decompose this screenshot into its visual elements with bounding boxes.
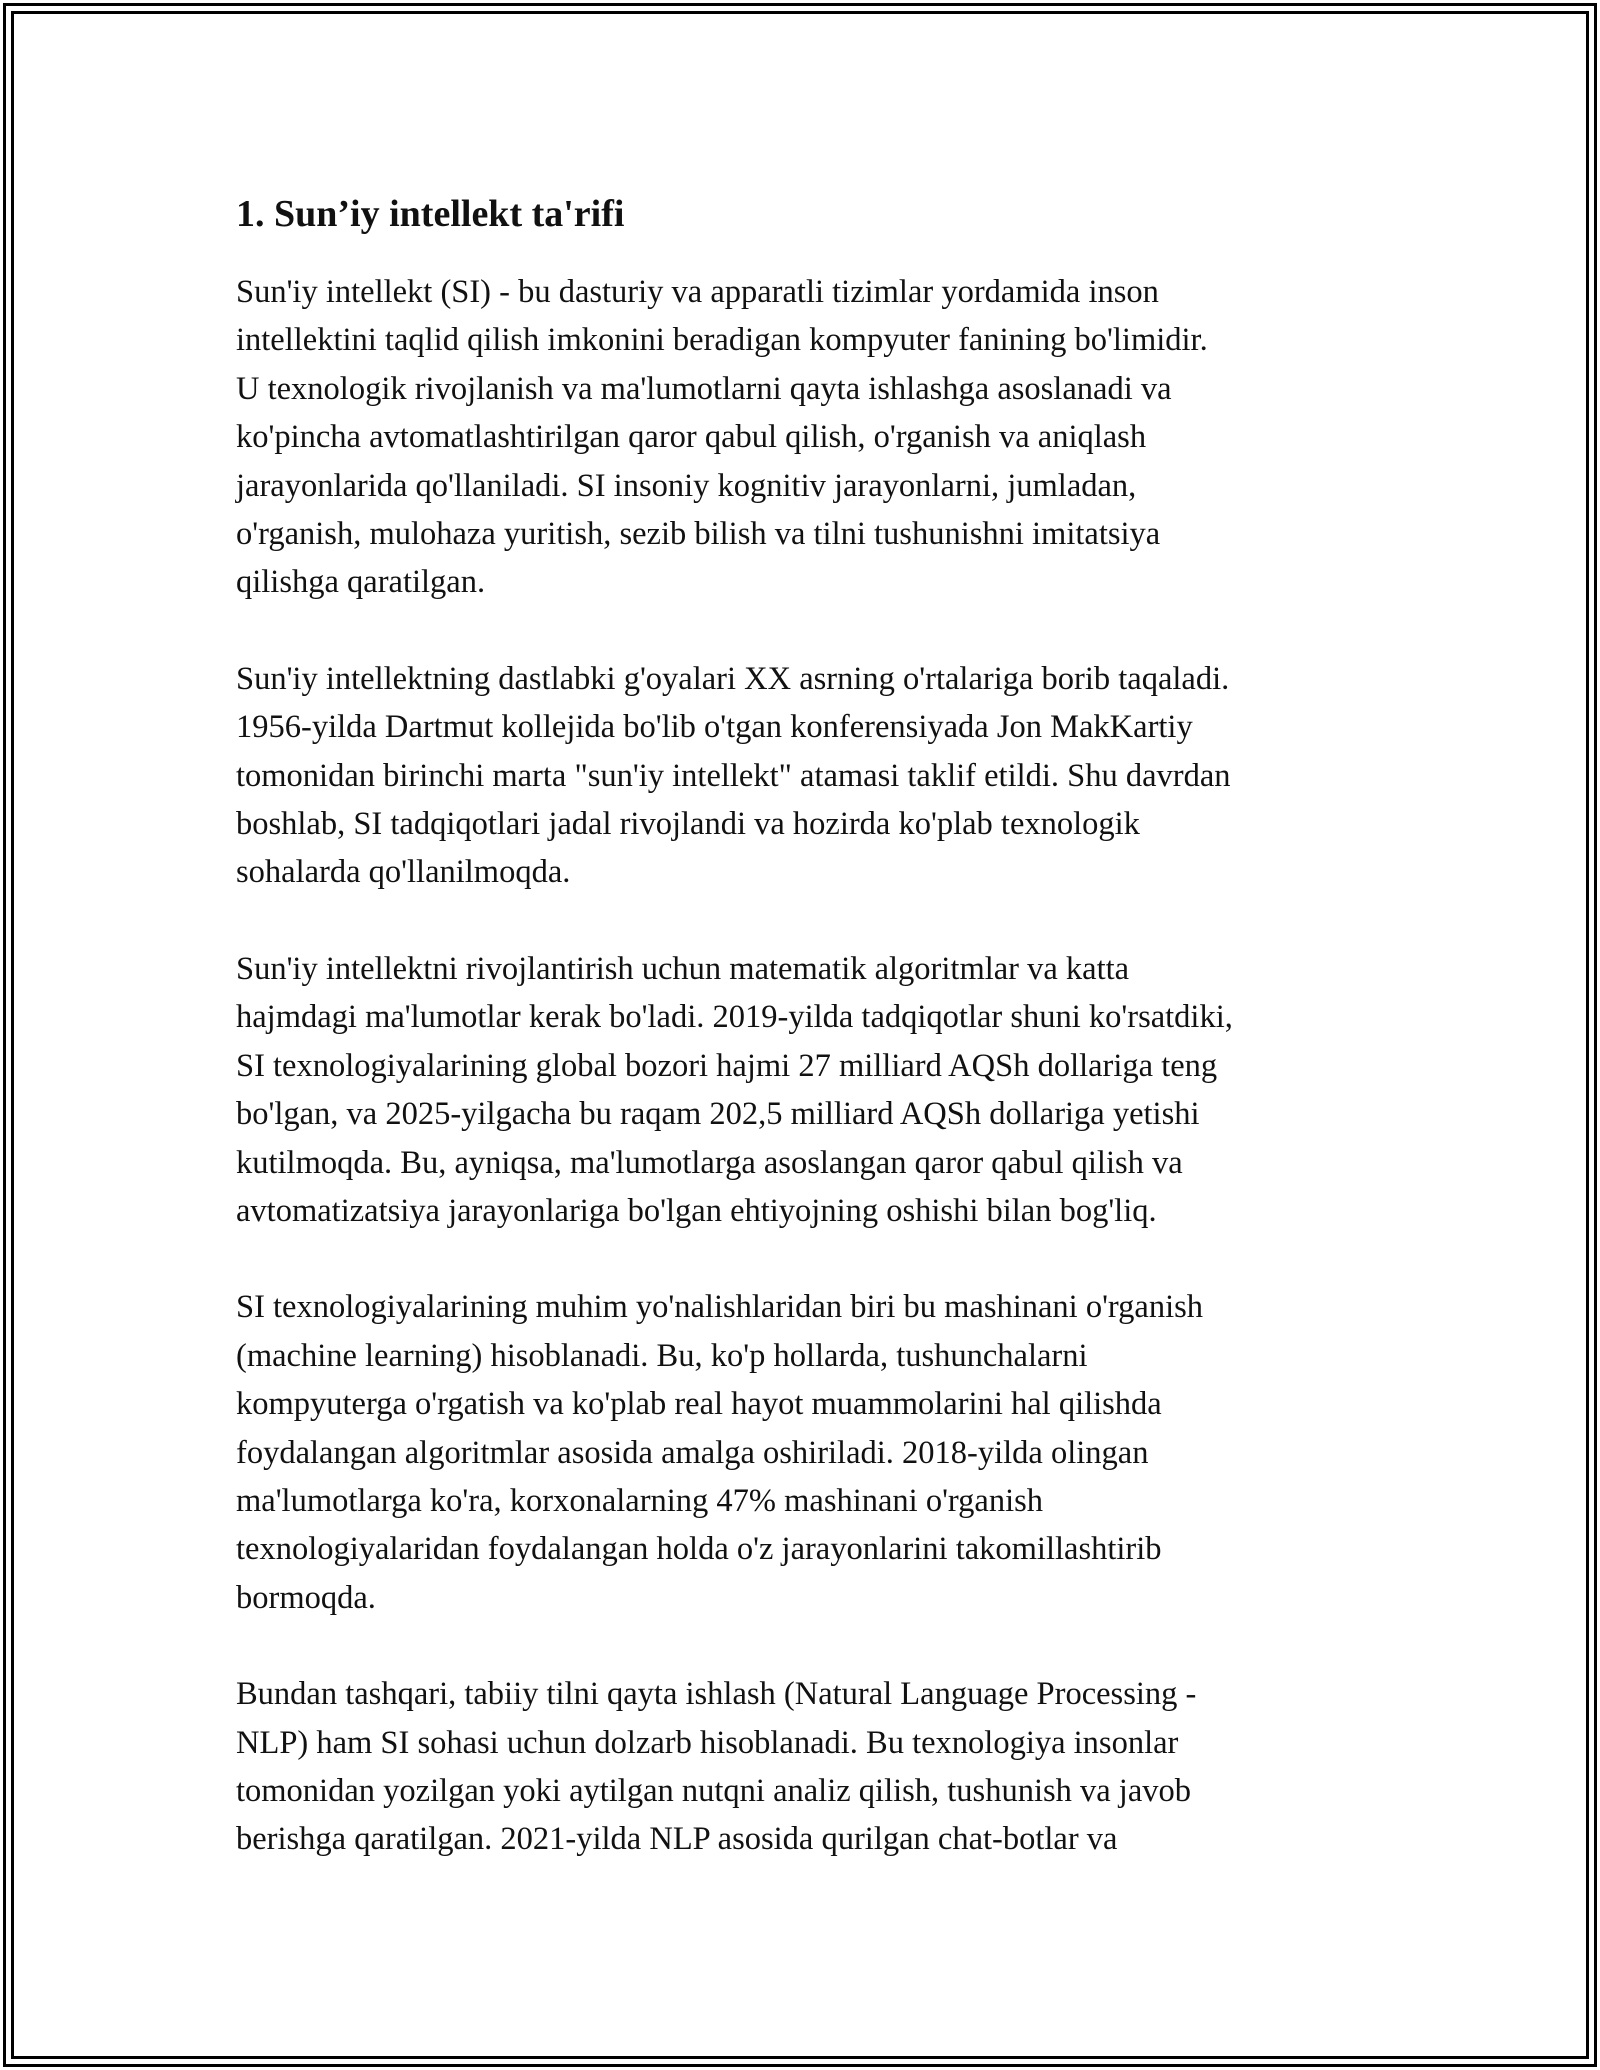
paragraph-definition: Sun'iy intellekt (SI) - bu dasturiy va apparatli tizimlar yordamida inson intellektini taqlid qilish imkonini beradigan kompyuter fanining bo'limidir. U texnologik rivojlanish va ma'lumotlarni qayta ishlashga asoslanadi va ko'pincha avtomatlashtirilgan qaror qabul qilish, o'rganish va aniqlash jarayonlarida qo'llaniladi. SI insoniy kognitiv jarayonlarni, jumladan, o'rganish, mulohaza yuritish, sezib bilish va tilni tushunishni imitatsiya qilishga qaratilgan. — [236, 274, 1208, 601]
document-body — [236, 188, 1366, 1912]
paragraph-history: Sun'iy intellektning dastlabki g'oyalari XX asrning o'rtalariga borib taqaladi. 1956-yilda Dartmut kollejida bo'lib o'tgan konferensiyada Jon MakKartiy tomonidan birinchi marta "sun'iy intellekt" atamasi taklif etildi. Shu davrdan boshlab, SI tadqiqotlari jadal rivojlandi va hozirda ko'plab texnologik sohalarda qo'llanilmoqda. — [236, 660, 1231, 891]
section-heading: 1. Sun’iy intellekt ta'rifi — [236, 193, 625, 235]
paragraph-machine-learning: SI texnologiyalarining muhim yo'nalishlaridan biri bu mashinani o'rganish (machine learning) hisoblanadi. Bu, ko'p hollarda, tushunchalarni kompyuterga o'rgatish va ko'plab real hayot muammolarini hal qilishda foydalangan algoritmlar asosida amalga oshiriladi. 2018-yilda olingan ma'lumotlarga ko'ra, korxonalarning 47% mashinani o'rganish texnologiyalaridan foydalangan holda o'z jarayonlarini takomillashtirib bormoqda. — [236, 1289, 1204, 1616]
paragraph-nlp: Bundan tashqari, tabiiy tilni qayta ishlash (Natural Language Processing - NLP) ham SI sohasi uchun dolzarb hisoblanadi. Bu texnologiya insonlar tomonidan yozilgan yoki aytilgan nutqni analiz qilish, tushunish va javob berishga qaratilgan. 2021-yilda NLP asosida qurilgan chat-botlar va — [236, 1676, 1197, 1858]
paragraph-market: Sun'iy intellektni rivojlantirish uchun matematik algoritmlar va katta hajmdagi ma'lumotlar kerak bo'ladi. 2019-yilda tadqiqotlar shuni ko'rsatdiki, SI texnologiyalarining global bozori hajmi 27 milliard AQSh dollariga teng bo'lgan, va 2025-yilgacha bu raqam 202,5 milliard AQSh dollariga yetishi kutilmoqda. Bu, ayniqsa, ma'lumotlarga asoslangan qaror qabul qilish va avtomatizatsiya jarayonlariga bo'lgan ehtiyojning oshishi bilan bog'liq. — [236, 950, 1233, 1229]
